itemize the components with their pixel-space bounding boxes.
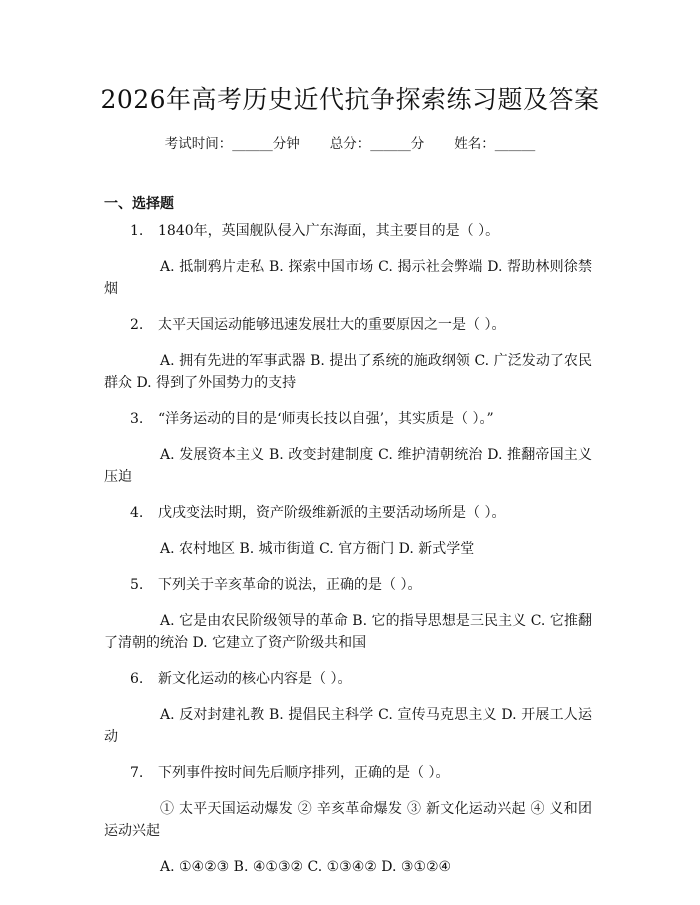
- question-text: 下列事件按时间先后顺序排列，正确的是（ ）。: [158, 765, 450, 781]
- question-options: A. 拥有先进的军事武器 B. 提出了系统的施政纲领 C. 广泛发动了农民群众 D. 得到了外国势力的支持: [104, 353, 592, 391]
- question-5: [104, 574, 592, 596]
- question-number: 5.: [130, 577, 144, 593]
- question-3: [104, 408, 592, 430]
- question-text: 戊戌变法时期，资产阶级维新派的主要活动场所是（ ）。: [158, 505, 506, 521]
- question-text: 太平天国运动能够迅速发展壮大的重要原因之一是（ ）。: [158, 317, 506, 333]
- question-number: 7.: [130, 765, 144, 781]
- question-options: A. 反对封建礼教 B. 提倡民主科学 C. 宣传马克思主义 D. 开展工人运动: [104, 707, 592, 745]
- question-7: [104, 762, 592, 784]
- page-title: 2026年高考历史近代抗争探索练习题及答案: [100, 85, 600, 114]
- score-unit: 分: [410, 136, 425, 152]
- question-sub-items: ① 太平天国运动爆发 ② 辛亥革命爆发 ③ 新文化运动兴起 ④ 义和团运动兴起: [104, 801, 592, 839]
- time-unit: 分钟: [272, 136, 300, 152]
- question-number: 2.: [130, 317, 144, 333]
- time-label: 考试时间：: [164, 136, 233, 152]
- question-number: 1.: [130, 223, 144, 239]
- question-options: A. 农村地区 B. 城市街道 C. 官方衙门 D. 新式学堂: [160, 541, 475, 557]
- name-label: 姓名：: [454, 136, 495, 152]
- question-options: A. 发展资本主义 B. 改变封建制度 C. 维护清朝统治 D. 推翻帝国主义压迫: [104, 447, 592, 485]
- question-1: [104, 220, 592, 242]
- score-label: 总分：: [329, 136, 371, 152]
- score-blank: ______: [370, 136, 411, 152]
- question-number: 4.: [130, 505, 144, 521]
- time-blank: ______: [232, 136, 273, 152]
- name-blank: ______: [494, 136, 536, 152]
- question-number: 3.: [130, 411, 144, 427]
- question-options: A. 它是由农民阶级领导的革命 B. 它的指导思想是三民主义 C. 它推翻了清朝的统治 D. 它建立了资产阶级共和国: [104, 613, 592, 651]
- question-number: 6.: [130, 671, 144, 687]
- question-6: [104, 668, 592, 690]
- question-options: A. 抵制鸦片走私 B. 探索中国市场 C. 揭示社会弊端 D. 帮助林则徐禁烟: [104, 259, 592, 297]
- question-text: “洋务运动的目的是‘师夷长技以自强’，其实质是（ ）。”: [158, 411, 494, 427]
- section-title: 一、选择题: [104, 196, 174, 212]
- question-text: 1840年，英国舰队侵入广东海面，其主要目的是（ ）。: [158, 223, 500, 239]
- question-options: A. ①④②③ B. ④①③② C. ①③④② D. ③①②④: [160, 859, 452, 875]
- question-4: [104, 502, 592, 524]
- question-2: [104, 314, 592, 336]
- question-text: 下列关于辛亥革命的说法，正确的是（ ）。: [158, 577, 422, 593]
- question-list: [104, 220, 592, 892]
- question-text: 新文化运动的核心内容是（ ）。: [158, 671, 352, 687]
- exam-meta: [0, 132, 700, 152]
